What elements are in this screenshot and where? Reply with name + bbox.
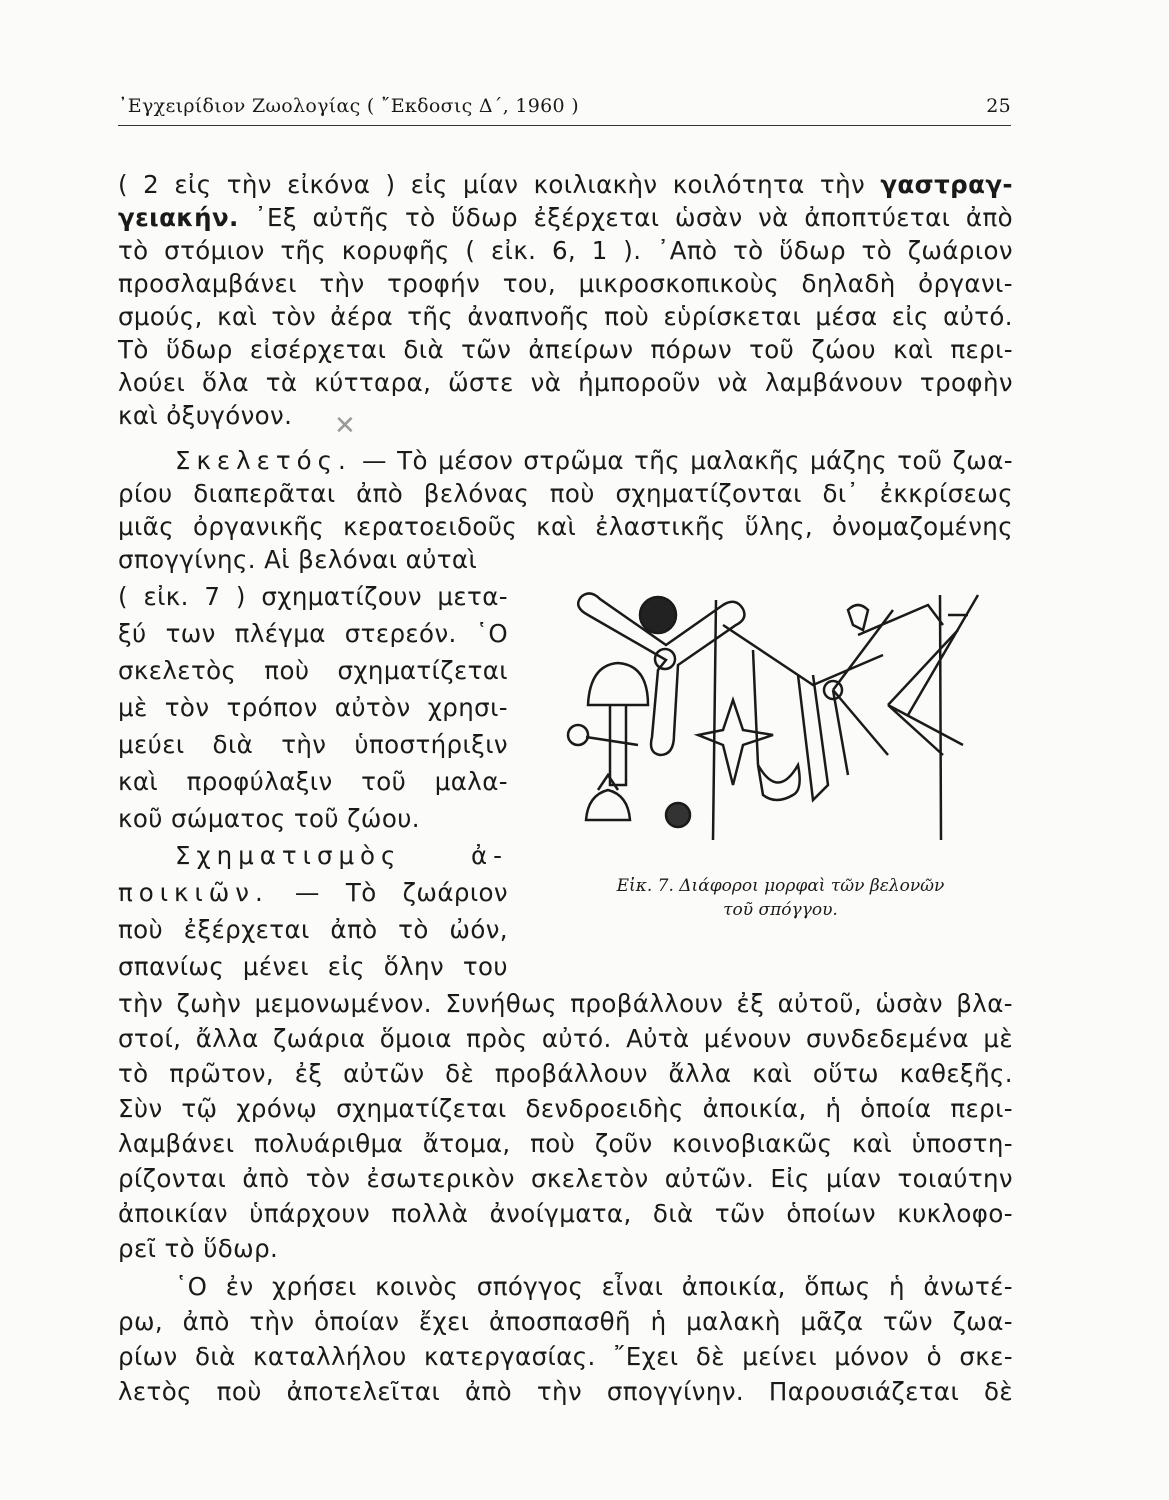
text-line: ρίζονται ἀπὸ τὸν ἐσωτερικὸν σκελετὸν αὐτῶν. Εἰς μίαν τοιαύτην	[118, 1164, 1013, 1193]
text-line: ξύ των πλέγμα στερεόν. ῾Ο	[118, 619, 508, 648]
figure-caption	[548, 874, 1013, 922]
text-line: ποικιῶν. — Τὸ ζωάριον	[118, 878, 508, 907]
spiky-ball	[666, 803, 690, 827]
tulip-spicule	[758, 765, 800, 800]
section-title-colonies: Σχηματισμὸς ἀ-	[175, 841, 508, 870]
handwritten-x-mark: ✕	[334, 411, 356, 441]
text-line: τὸ στόμιον τῆς κορυφῆς ( εἰκ. 6, 1 ). ᾿Απὸ τὸ ὕδωρ τὸ ζωάριον	[118, 236, 1013, 265]
text-line: ρω, ἀπὸ τὴν ὁποίαν ἔχει ἀποσπασθῆ ἡ μαλακὴ μᾶζα τῶν ζωα-	[118, 1307, 1013, 1336]
text-line: ἀποικίαν ὑπάρχουν πολλὰ ἀνοίγματα, διὰ τῶν ὁποίων κυκλοφο-	[118, 1199, 1013, 1228]
bud-spicule	[586, 775, 630, 820]
text-line: μὲ τὸν τρόπον αὐτὸν χρησι-	[118, 693, 508, 722]
text-line: ρίου διαπερᾶται ἀπὸ βελόνας ποὺ σχηματίζονται δι᾿ ἐκκρίσεως	[118, 479, 1013, 508]
figure-sponge-spicules	[548, 585, 1013, 845]
text-line: λούει ὅλα τὰ κύτταρα, ὥστε νὰ ἠμποροῦν νὰ λαμβάνουν τροφὴν	[118, 368, 1013, 397]
spore-ball	[640, 597, 676, 633]
text-line: προσλαμβάνει τὴν τροφήν του, μικροσκοπικοὺς δηλαδὴ ὀργανι-	[118, 269, 1013, 298]
text-line: λετὸς ποὺ ἀποτελεῖται ἀπὸ τὴν σπογγίνην. Παρουσιάζεται δὲ	[118, 1377, 1013, 1406]
needle-spicule-right	[940, 595, 941, 840]
book-title: ᾿Εγχειρίδιον Ζωολογίας ( ῎Εκδοσις Δ΄, 1960 )	[118, 95, 579, 117]
text-line: μιᾶς ὀργανικῆς κερατοειδοῦς καὶ ἐλαστικῆς ὕλης, ὀνομαζομένης	[118, 512, 1013, 541]
mushroom-spicule	[588, 663, 648, 785]
text-line: Τὸ ὕδωρ εἰσέρχεται διὰ τῶν ἀπείρων πόρων τοῦ ζώου καὶ περι-	[118, 335, 1013, 364]
text-line: καὶ ὀξυγόνον.	[118, 401, 293, 430]
term-gastrovascular: γαστραγ-	[880, 170, 1013, 199]
text-line: σπογγίνης. Αἱ βελόναι αὐταὶ	[118, 545, 478, 574]
text-line: Σὺν τῷ χρόνῳ σχηματίζεται δενδροειδὴς ἀποικία, ἡ ὁποία περι-	[118, 1094, 1013, 1123]
text-line: κοῦ σώματος τοῦ ζώου.	[118, 804, 420, 833]
text-line: ( εἰκ. 7 ) σχηματίζουν μετα-	[118, 582, 508, 611]
text-line: στοί, ἄλλα ζωάρια ὅμοια πρὸς αὐτό. Αὐτὰ μένουν συνδεδεμένα μὲ	[118, 1024, 1013, 1053]
text-line: τὴν ζωὴν μεμονωμένον. Συνήθως προβάλλουν ἐξ αὐτοῦ, ὡσὰν βλα-	[118, 989, 1013, 1018]
caption-line-2: τοῦ σπόγγου.	[723, 900, 838, 920]
needle-spicule	[713, 600, 716, 840]
text-line: ( 2 εἰς τὴν εἰκόνα ) εἰς μίαν κοιλιακὴν κοιλότητα τὴν γαστραγ-	[118, 170, 1013, 199]
text-line: λαμβάνει πολυάριθμα ἄτομα, ποὺ ζοῦν κοινοβιακῶς καὶ ὑποστη-	[118, 1129, 1013, 1158]
caption-line-1: Εἰκ. 7. Διάφοροι μορφαὶ τῶν βελονῶν	[616, 876, 945, 896]
section-title-skeleton: Σκελετός.	[175, 446, 352, 475]
text-line: σκελετὸς ποὺ σχηματίζεται	[118, 656, 508, 685]
text-line: ρεῖ τὸ ὕδωρ.	[118, 1234, 279, 1263]
text-line: τὸ πρῶτον, ἐξ αὐτῶν δὲ προβάλλουν ἄλλα καὶ οὕτω καθεξῆς.	[118, 1059, 1013, 1088]
section-heading-line	[175, 841, 508, 871]
text-line: ῾Ο ἐν χρήσει κοινὸς σπόγγος εἶναι ἀποικία, ὅπως ἡ ἀνωτέ-	[175, 1272, 1013, 1301]
text-line: καὶ προφύλαξιν τοῦ μαλα-	[118, 767, 508, 796]
text-line: ποὺ ἐξέρχεται ἀπὸ τὸ ὠόν,	[118, 915, 508, 944]
text-line: σπανίως μένει εἰς ὅλην του	[118, 952, 508, 981]
text-line: γειακήν. ᾿Εξ αὐτῆς τὸ ὕδωρ ἐξέρχεται ὡσὰν νὰ ἀποπτύεται ἀπὸ	[118, 203, 1013, 232]
text-line: μεύει διὰ τὴν ὑποστήριξιν	[118, 730, 508, 759]
page-number: 25	[986, 95, 1011, 117]
section-heading-line: Σκελετός. — Τὸ μέσον στρῶμα τῆς μαλακῆς μάζης τοῦ ζωα-	[175, 446, 1013, 475]
running-header	[118, 93, 1011, 126]
text-line: ρίων διὰ καταλλήλου κατεργασίας. ῎Εχει δὲ μείνει μόνον ὁ σκε-	[118, 1342, 1013, 1371]
text-line: σμούς, καὶ τὸν ἀέρα τῆς ἀναπνοῆς ποὺ εὑρίσκεται μέσα εἰς αὐτό.	[118, 302, 1013, 331]
